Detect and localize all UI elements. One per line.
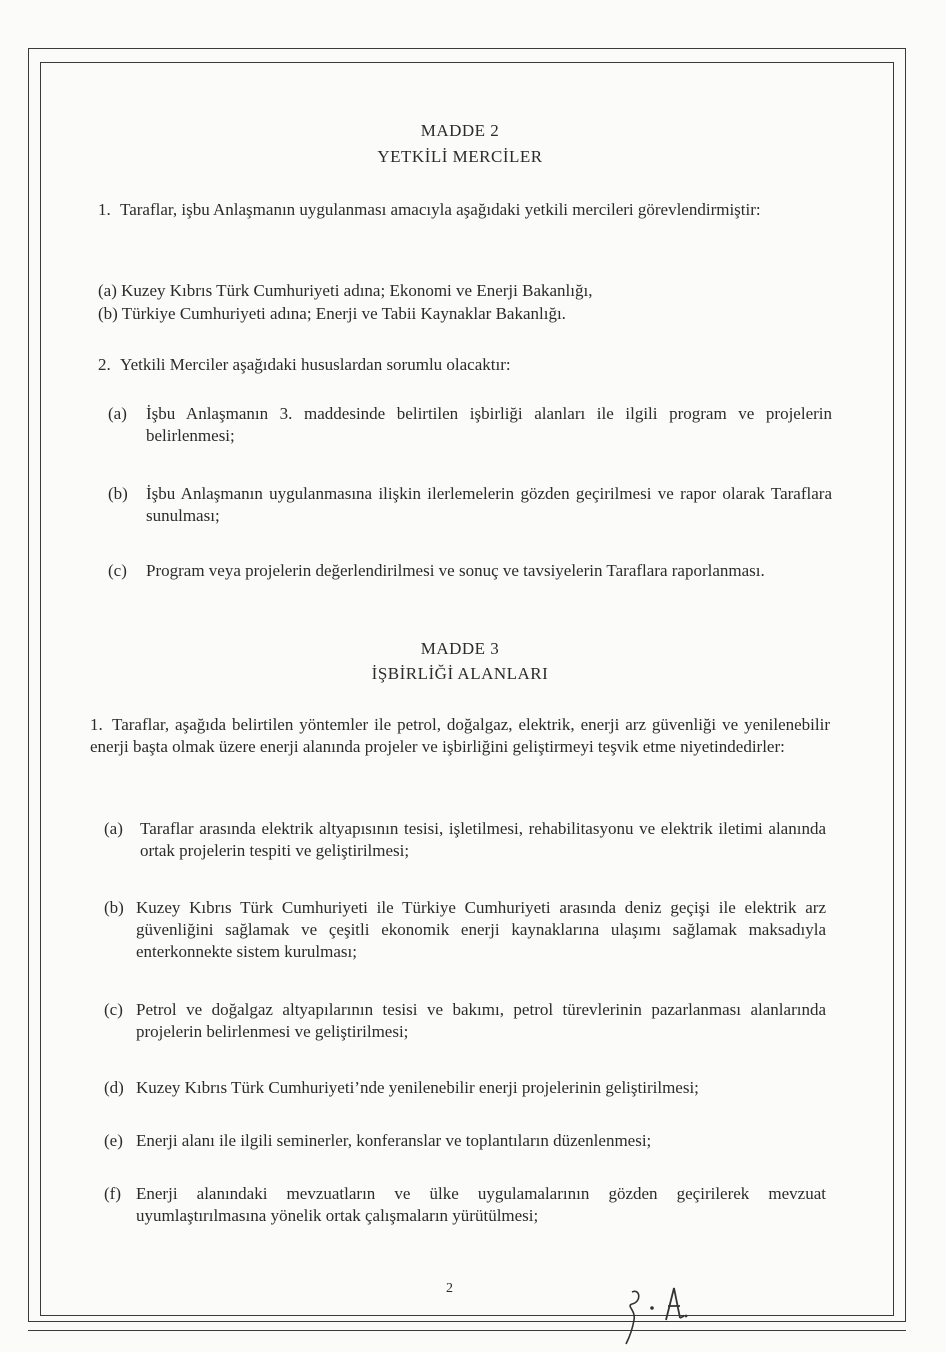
article3-item-f-text: Enerji alanındaki mevzuatların ve ülke uygulamalarının gözden geçirilerek mevzuat uyumlaştırılmasına yönelik ortak çalışmaların yürütülmesi; <box>136 1184 826 1225</box>
article2-p1-item-b: (b) Türkiye Cumhuriyeti adına; Enerji ve Tabii Kaynaklar Bakanlığı. <box>98 304 566 323</box>
article3-item-b-label: (b) <box>104 898 124 917</box>
article3-heading-title: İŞBİRLİĞİ ALANLARI <box>371 664 549 683</box>
article3-item-b-text: Kuzey Kıbrıs Türk Cumhuriyeti ile Türkiye Cumhuriyeti arasında deniz geçişi ile elektrik arz güvenliğini sağlamak ve çeşitli ekonomik enerji kaynaklarına ulaşımı sağlamak maksadıyla enterkonnekte sistem kurulması; <box>136 898 826 961</box>
article3-item-a-text: Taraflar arasında elektrik altyapısının tesisi, işletilmesi, rehabilitasyonu ve elektrik iletimi alanında ortak projelerin tespiti ve geliştirilmesi; <box>140 819 826 860</box>
article2-p2-text: Yetkili Merciler aşağıdaki hususlardan sorumlu olacaktır: <box>120 355 511 374</box>
page-border-inner <box>40 62 894 1316</box>
article2-item-a-label: (a) <box>108 404 127 423</box>
article3-item-c-text: Petrol ve doğalgaz altyapılarının tesisi ve bakımı, petrol türevlerinin pazarlanması alanlarında projelerin belirlenmesi ve geliştirilmesi; <box>136 1000 826 1041</box>
article3-item-f-label: (f) <box>104 1184 121 1203</box>
article2-item-b-text: İşbu Anlaşmanın uygulanmasına ilişkin ilerlemelerin gözden geçirilmesi ve rapor olarak Taraflara sunulması; <box>146 484 832 525</box>
article2-item-c-text: Program veya projelerin değerlendirilmesi ve sonuç ve tavsiyelerin Taraflara raporlanması. <box>146 561 765 580</box>
article2-p1-text: Taraflar, işbu Anlaşmanın uygulanması amacıyla aşağıdaki yetkili mercileri görevlendirmiştir: <box>120 200 761 219</box>
bottom-rule <box>28 1330 906 1331</box>
article2-item-c-label: (c) <box>108 561 127 580</box>
page-number: 2 <box>446 1281 453 1296</box>
article3-p1-text: Taraflar, aşağıda belirtilen yöntemler ile petrol, doğalgaz, elektrik, enerji arz güvenliği ve yenilenebilir enerji başta olmak üzere enerji alanında projeler ve işbirliğini geliştirmeyi teşvik etme niyetindedirler: <box>90 715 830 756</box>
article3-p1-number: 1. <box>90 715 103 734</box>
article2-heading-number: MADDE 2 <box>420 121 500 140</box>
article2-p1-item-a: (a) Kuzey Kıbrıs Türk Cumhuriyeti adına; Ekonomi ve Enerji Bakanlığı, <box>98 281 593 300</box>
article3-item-a-label: (a) <box>104 819 123 838</box>
article2-heading-title: YETKİLİ MERCİLER <box>377 147 543 166</box>
article3-item-d-label: (d) <box>104 1078 124 1097</box>
article3-item-e-text: Enerji alanı ile ilgili seminerler, konferanslar ve toplantıların düzenlenmesi; <box>136 1131 652 1150</box>
article3-item-e-label: (e) <box>104 1131 123 1150</box>
article3-item-d-text: Kuzey Kıbrıs Türk Cumhuriyeti’nde yenilenebilir enerji projelerinin geliştirilmesi; <box>136 1078 699 1097</box>
article3-item-c-label: (c) <box>104 1000 123 1019</box>
article2-item-b-label: (b) <box>108 484 128 503</box>
article2-item-a-text: İşbu Anlaşmanın 3. maddesinde belirtilen işbirliği alanları ile ilgili program ve projelerin belirlenmesi; <box>146 404 832 445</box>
handwritten-initials <box>618 1280 688 1346</box>
article2-p1-number: 1. <box>98 200 111 219</box>
article3-heading-number: MADDE 3 <box>420 639 500 658</box>
article2-p2-number: 2. <box>98 355 111 374</box>
